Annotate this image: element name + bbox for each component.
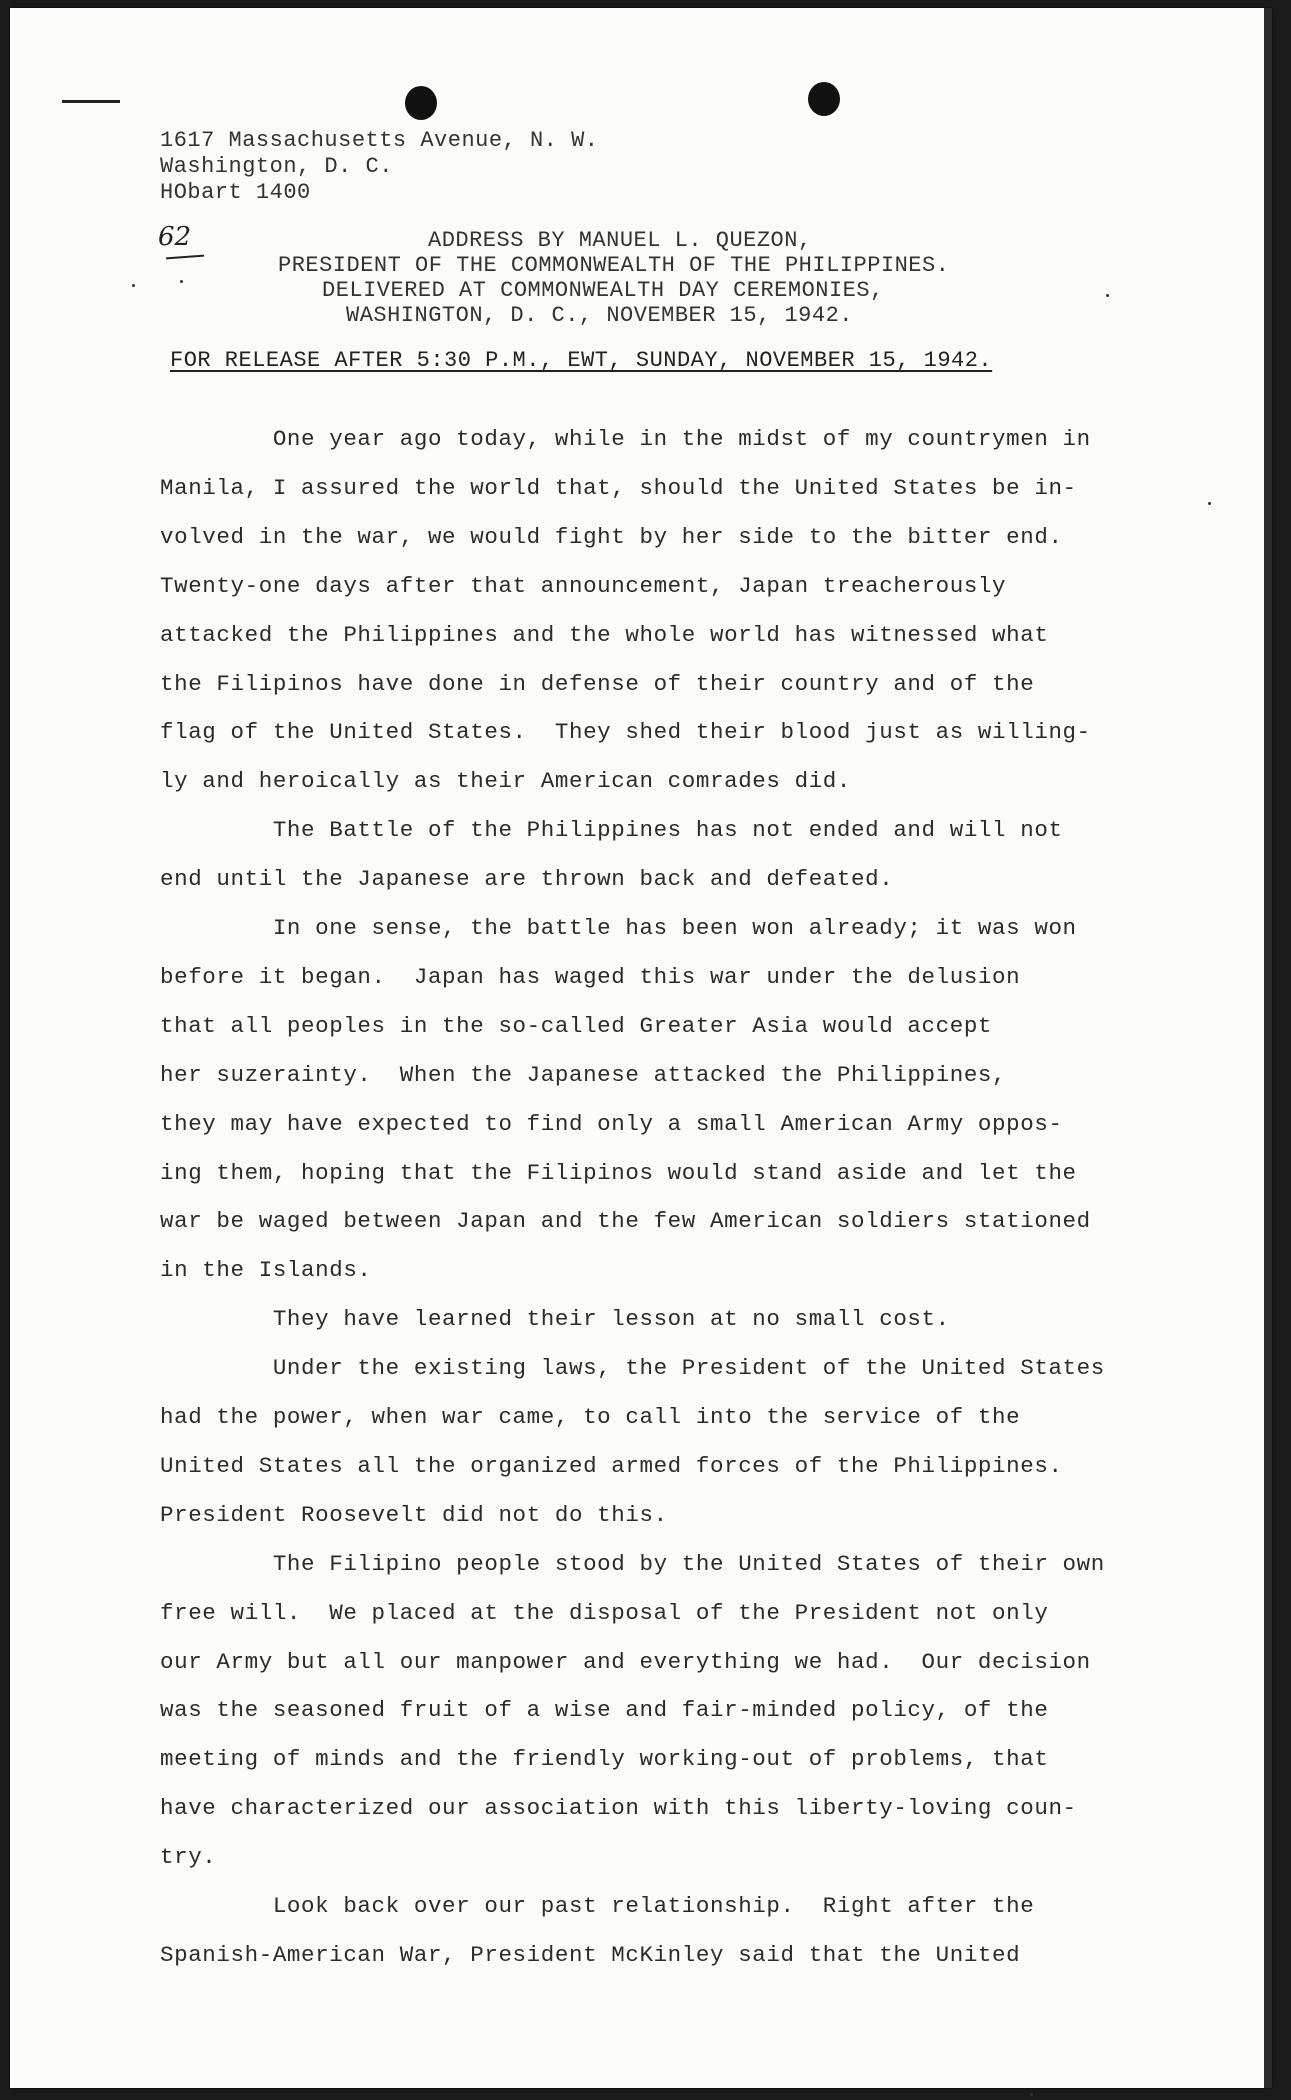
address-phone: HObart 1400 (160, 180, 311, 205)
heading-line-4: WASHINGTON, D. C., NOVEMBER 15, 1942. (346, 303, 853, 328)
punch-hole-right (808, 82, 840, 116)
body-line: Spanish-American War, President McKinley said that the United (160, 1942, 1021, 1968)
body-line: flag of the United States. They shed their blood just as willing- (160, 719, 1091, 745)
body-line: that all peoples in the so-called Greater Asia would accept (160, 1013, 993, 1039)
body-line: her suzerainty. When the Japanese attacked the Philippines, (160, 1062, 1007, 1088)
body-line: our Army but all our manpower and everything we had. Our decision (160, 1649, 1091, 1675)
body-line: had the power, when war came, to call into the service of the (160, 1404, 1021, 1430)
body-line: President Roosevelt did not do this. (160, 1502, 668, 1528)
handwritten-page-number: 62 (158, 222, 192, 252)
heading-line-1: ADDRESS BY MANUEL L. QUEZON, (428, 228, 812, 253)
body-line: The Filipino people stood by the United States of their own (160, 1551, 1105, 1577)
body-line: Twenty-one days after that announcement, Japan treacherously (160, 573, 1007, 599)
release-notice: FOR RELEASE AFTER 5:30 P.M., EWT, SUNDAY, NOVEMBER 15, 1942. (170, 348, 993, 373)
body-line: attacked the Philippines and the whole world has witnessed what (160, 622, 1049, 648)
body-line: before it began. Japan has waged this war under the delusion (160, 964, 1021, 990)
body-line: Under the existing laws, the President of the United States (160, 1355, 1105, 1381)
speck (1208, 502, 1211, 505)
document-page (10, 8, 1272, 2088)
body-line: meeting of minds and the friendly working-out of problems, that (160, 1746, 1049, 1772)
body-line: Manila, I assured the world that, should the United States be in- (160, 475, 1077, 501)
body-line: was the seasoned fruit of a wise and fair-minded policy, of the (160, 1697, 1049, 1723)
body-line: The Battle of the Philippines has not ended and will not (160, 817, 1063, 843)
body-line: they may have expected to find only a small American Army oppos- (160, 1111, 1063, 1137)
body-line: United States all the organized armed forces of the Philippines. (160, 1453, 1063, 1479)
body-line: the Filipinos have done in defense of their country and of the (160, 671, 1035, 697)
body-line: One year ago today, while in the midst of my countrymen in (160, 426, 1091, 452)
handwritten-underline (166, 255, 204, 260)
body-line: try. (160, 1844, 217, 1870)
body-line: volved in the war, we would fight by her side to the bitter end. (160, 524, 1063, 550)
body-line: end until the Japanese are thrown back and defeated. (160, 866, 894, 892)
body-line: Look back over our past relationship. Right after the (160, 1893, 1035, 1919)
body-line: In one sense, the battle has been won already; it was won (160, 915, 1077, 941)
body-line: ly and heroically as their American comrades did. (160, 768, 852, 794)
heading-line-3: DELIVERED AT COMMONWEALTH DAY CEREMONIES, (322, 278, 884, 303)
speck (1106, 294, 1109, 297)
page-right-edge (1264, 8, 1272, 2088)
punch-hole-left (405, 86, 437, 120)
margin-dash-mark (62, 100, 120, 103)
speck (132, 284, 135, 287)
body-line: have characterized our association with this liberty-loving coun- (160, 1795, 1077, 1821)
address-street: 1617 Massachusetts Avenue, N. W. (160, 128, 599, 153)
body-line: They have learned their lesson at no small cost. (160, 1306, 950, 1332)
heading-line-2: PRESIDENT OF THE COMMONWEALTH OF THE PHILIPPINES. (278, 253, 950, 278)
speck (180, 280, 183, 283)
speck (1030, 2093, 1033, 2096)
body-line: ing them, hoping that the Filipinos would stand aside and let the (160, 1160, 1077, 1186)
body-line: free will. We placed at the disposal of the President not only (160, 1600, 1049, 1626)
body-line: war be waged between Japan and the few American soldiers stationed (160, 1208, 1091, 1234)
address-city: Washington, D. C. (160, 154, 393, 179)
body-line: in the Islands. (160, 1257, 372, 1283)
